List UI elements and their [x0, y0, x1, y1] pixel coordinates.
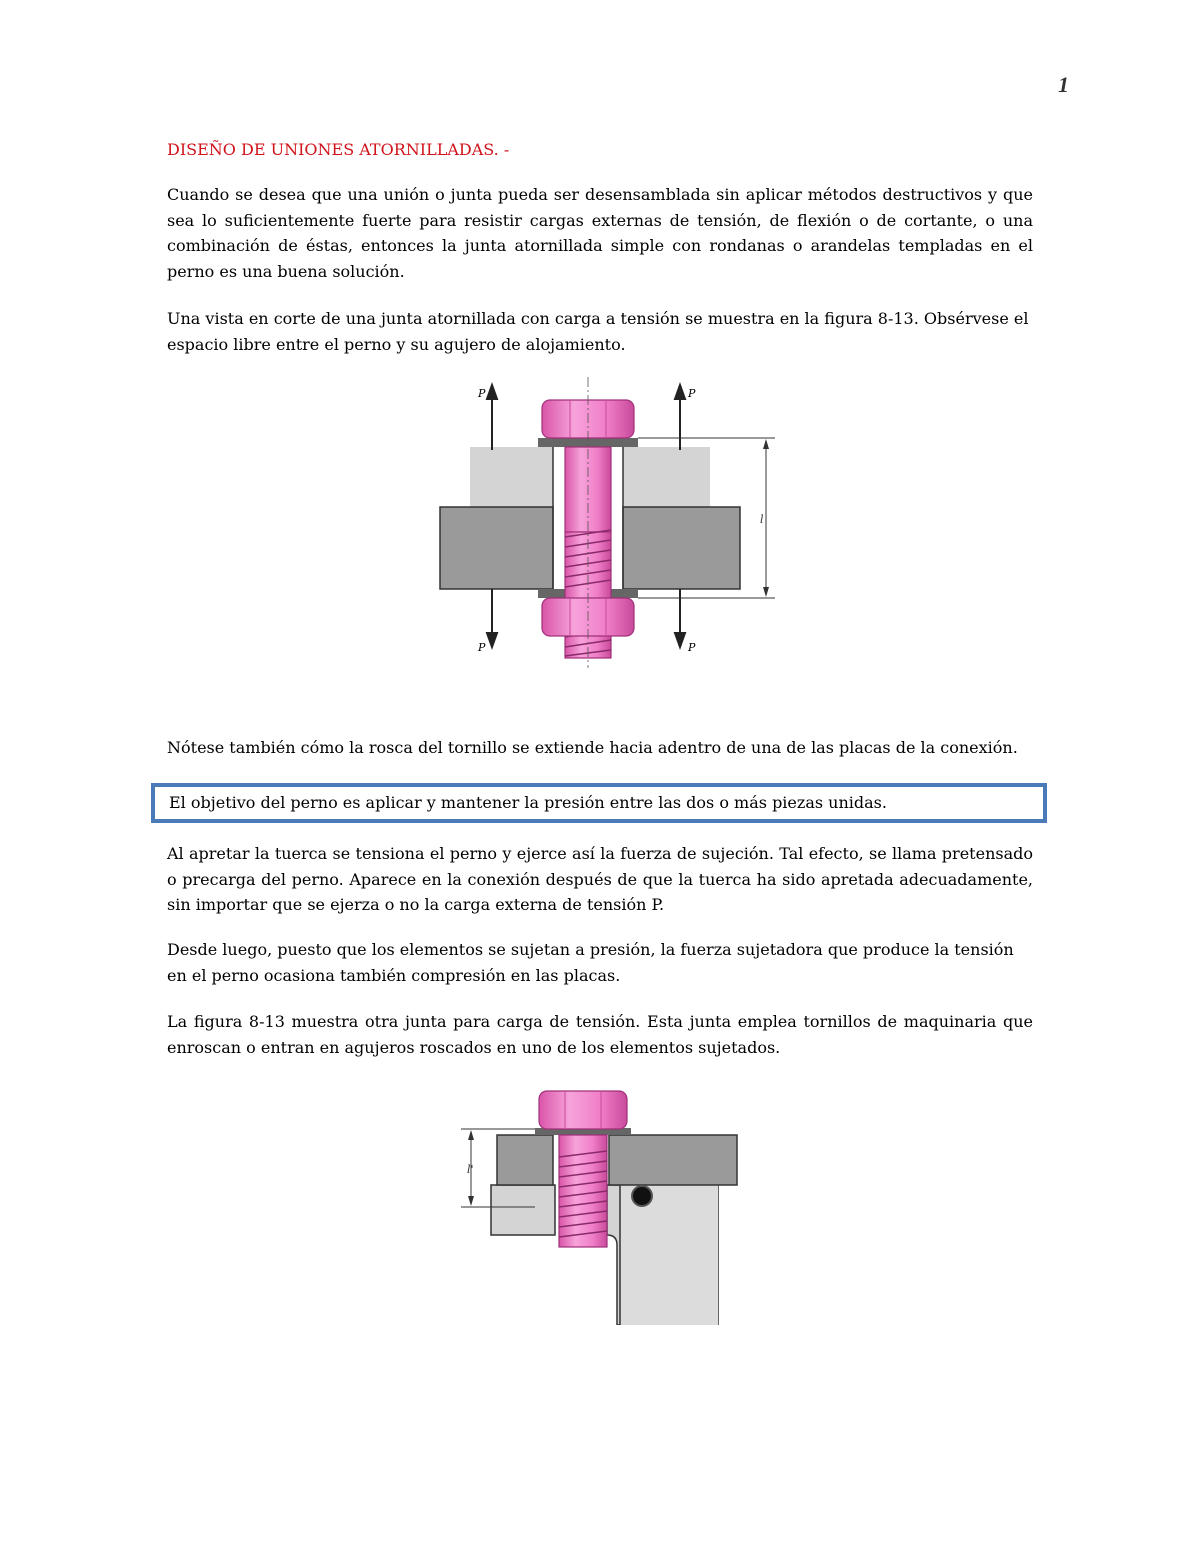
paragraph-machine-screws: La figura 8-13 muestra otra junta para carga de tensión. Esta junta emplea tornillos de maquinaria que enroscan o entran en agujeros roscados en uno de los elementos sujetados.: [167, 1012, 1033, 1057]
lower-plate-left: [440, 507, 553, 589]
upper-plate-right: [609, 1135, 737, 1185]
grip-length-label: l': [467, 1163, 474, 1176]
lower-plate-right: [623, 507, 740, 589]
load-label: P: [688, 387, 696, 400]
load-label: P: [688, 641, 696, 654]
upper-plate-right: [623, 447, 710, 507]
paragraph-preload: Al apretar la tuerca se tensiona el perno y ejerce así la fuerza de sujeción. Tal efecto, se llama pretensado o precarga del perno. Aparece en la conexión después de que la tuerca ha sido apretada adecuadamente, sin importar que se ejerza o no la carga externa de tensión P.: [167, 844, 1033, 914]
page-number: 1: [1058, 72, 1069, 97]
section-title: DISEÑO DE UNIONES ATORNILLADAS. -: [167, 140, 510, 159]
upper-plate-left: [497, 1135, 553, 1185]
paragraph-intro: Cuando se desea que una unión o junta pueda ser desensamblada sin aplicar métodos destructivos y que sea lo suficientemente fuerte para resistir cargas externas de tensión, de flexión o de cortante, o una combinación de éstas, entonces la junta atornillada simple con rondanas o arandelas templadas en el perno es una buena solución.: [167, 185, 1033, 281]
screw-head: [539, 1091, 627, 1129]
paragraph-section-view: Una vista en corte de una junta atornillada con carga a tensión se muestra en la figura 8-13. Obsérvese el espacio libre entre el perno y su agujero de alojamiento.: [167, 309, 1029, 354]
figure-cap-screw-joint: [455, 1085, 745, 1325]
paragraph-compression: Desde luego, puesto que los elementos se sujetan a presión, la fuerza sujetadora que produce la tensión en el perno ocasiona también compresión en las placas.: [167, 940, 1014, 985]
load-label: P: [478, 641, 486, 654]
load-label: P: [478, 387, 486, 400]
grip-length-label: l: [760, 513, 764, 526]
boxed-statement: El objetivo del perno es aplicar y mantener la presión entre las dos o más piezas unidas.: [169, 793, 887, 812]
highlight-box: [151, 783, 1047, 823]
paragraph-thread-note: Nótese también cómo la rosca del tornillo se extiende hacia adentro de una de las placas de la conexión.: [167, 738, 1018, 757]
lower-member-left: [491, 1185, 555, 1235]
upper-plate-left: [470, 447, 553, 507]
o-ring: [632, 1186, 652, 1206]
figure-bolted-joint: [430, 375, 780, 670]
